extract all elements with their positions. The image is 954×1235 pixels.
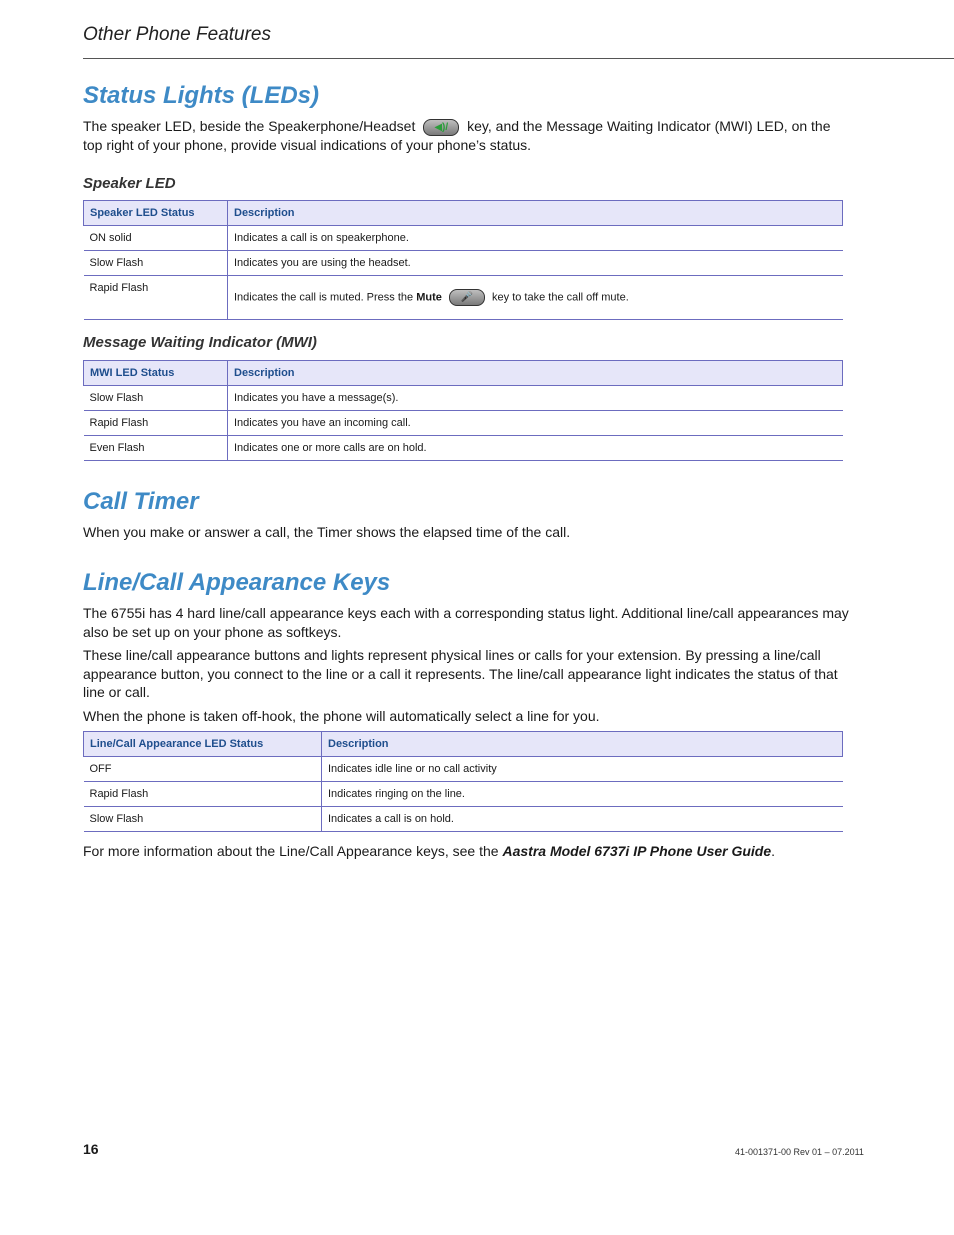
mwi-subtitle: Message Waiting Indicator (MWI) xyxy=(83,334,317,351)
description-cell: Indicates you have an incoming call. xyxy=(228,411,843,436)
status-cell: Rapid Flash xyxy=(84,411,228,436)
line-keys-para-3: When the phone is taken off-hook, the phone will automatically select a line for you. xyxy=(83,708,600,724)
intro-text-before: The speaker LED, beside the Speakerphone/Headset xyxy=(83,118,416,134)
page-number: 16 xyxy=(83,1141,99,1157)
description-cell: Indicates you have a message(s). xyxy=(228,386,843,411)
table-row xyxy=(84,757,843,782)
mute-key-name: Mute xyxy=(416,291,442,304)
status-lights-intro xyxy=(83,117,853,154)
mute-key-icon: 🎤 xyxy=(449,289,485,306)
speaker-led-description-header: Description xyxy=(228,201,843,226)
table-row xyxy=(84,251,843,276)
description-cell: Indicates idle line or no call activity xyxy=(322,757,843,782)
more-info-text xyxy=(83,842,853,861)
speaker-led-subtitle: Speaker LED xyxy=(83,175,176,192)
document-id: 41-001371-00 Rev 01 – 07.2011 xyxy=(735,1147,864,1157)
description-cell: Indicates a call is on speakerphone. xyxy=(228,226,843,251)
call-timer-title: Call Timer xyxy=(83,488,199,515)
speaker-led-table xyxy=(83,200,843,320)
status-cell: Slow Flash xyxy=(84,807,322,832)
mwi-table xyxy=(83,360,843,461)
call-timer-text: When you make or answer a call, the Timer shows the elapsed time of the call. xyxy=(83,524,571,540)
table-row xyxy=(84,782,843,807)
line-keys-title: Line/Call Appearance Keys xyxy=(83,569,391,596)
user-guide-title: Aastra Model 6737i IP Phone User Guide xyxy=(502,843,772,859)
mwi-status-header: MWI LED Status xyxy=(84,361,228,386)
status-cell: OFF xyxy=(84,757,322,782)
mute-desc-before: Indicates the call is muted. Press the xyxy=(234,291,414,304)
status-cell: Rapid Flash xyxy=(84,782,322,807)
description-cell: Indicates you are using the headset. xyxy=(228,251,843,276)
speakerphone-key-icon: ◀)/ xyxy=(423,119,459,136)
description-cell xyxy=(228,276,843,320)
line-keys-table xyxy=(83,731,843,832)
line-keys-para-1: The 6755i has 4 hard line/call appearance keys each with a corresponding status light. Additional line/call appearances may also be set up on your phone as softkeys. xyxy=(83,605,849,640)
status-lights-title: Status Lights (LEDs) xyxy=(83,82,320,109)
description-cell: Indicates a call is on hold. xyxy=(322,807,843,832)
intro-text-after: key, and the Message Waiting Indicator (MWI) LED, on the top right of your phone, provide visual indications of your phone’s status. xyxy=(83,118,831,153)
description-cell: Indicates one or more calls are on hold. xyxy=(228,436,843,461)
status-cell: Even Flash xyxy=(84,436,228,461)
status-cell: Slow Flash xyxy=(84,251,228,276)
line-keys-para-2: These line/call appearance buttons and lights represent physical lines or calls for your extension. By pressing a line/call appearance button, you connect to the line or a call it represents. The line/call appearance light indicates the status of that line or call. xyxy=(83,647,838,700)
table-row xyxy=(84,411,843,436)
running-title: Other Phone Features xyxy=(83,24,271,45)
status-cell: ON solid xyxy=(84,226,228,251)
header-rule xyxy=(83,58,954,59)
line-status-header: Line/Call Appearance LED Status xyxy=(84,732,322,757)
status-cell: Slow Flash xyxy=(84,386,228,411)
table-row xyxy=(84,386,843,411)
table-row xyxy=(84,226,843,251)
more-info-after: . xyxy=(771,843,776,859)
more-info-before: For more information about the Line/Call Appearance keys, see the xyxy=(83,843,499,859)
speaker-led-status-header: Speaker LED Status xyxy=(84,201,228,226)
line-description-header: Description xyxy=(322,732,843,757)
table-row xyxy=(84,807,843,832)
mute-desc-after: key to take the call off mute. xyxy=(492,291,629,304)
status-cell: Rapid Flash xyxy=(84,276,228,320)
mwi-description-header: Description xyxy=(228,361,843,386)
table-row xyxy=(84,436,843,461)
table-row xyxy=(84,276,843,320)
description-cell: Indicates ringing on the line. xyxy=(322,782,843,807)
